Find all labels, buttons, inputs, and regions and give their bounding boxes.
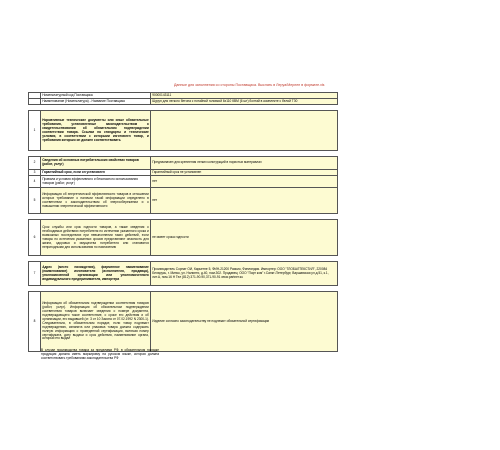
shelf-life-value[interactable]: не имеет срока годности (151, 220, 338, 256)
row-label: Номенклатурный код Поставщика (41, 93, 151, 99)
table-row (29, 220, 338, 256)
table-row (29, 188, 338, 214)
table-row (29, 111, 338, 151)
row-label: Адрес (место нахождения), фирменное наименование (наименование) изготовителя (исполнителя, продавца), уполномоченной организации или уполномоченного индивидуального предпринимателя, импортера (41, 262, 151, 286)
certification-value[interactable]: Изделие согласно законодательству не подлежит обязательной сертификации (151, 292, 338, 352)
row-number: 1 (29, 111, 41, 151)
row-number: 7 (29, 262, 41, 286)
energy-efficiency-value[interactable]: нет (151, 188, 338, 214)
table-row (29, 176, 338, 188)
table-row (29, 292, 338, 352)
supplier-code-value[interactable]: 90000143111 (151, 93, 338, 99)
row-label: Правила и условия эффективного и безопасного использования товаров (работ, услуг) (41, 176, 151, 188)
manufacturer-value[interactable]: Производитель Сорнат ОИ, Карьетне 5, ФИН-21200 Раисио, Финляндия. Импортер: ООО "ГЛОБАЛТЕКСТИЛ", 220084 Беларусь, г. Минск, ул. Налинти, д.40, пом.302. Продавец: ООО "Парт ком" г.Санкт-Петербург, Варшавская ул.д.51, к.1, лит.А, пом.16 Н Тел (812) 371-90-90,371-90-91 www.partner.su (151, 262, 338, 286)
standards-value[interactable] (151, 111, 338, 151)
warranty-value[interactable]: Гарантийный срок не установлен (151, 170, 338, 176)
row-number: 5 (29, 188, 41, 214)
row-label: Гарантийный срок, если он установлен (41, 170, 151, 176)
row-number: 2 (29, 157, 41, 170)
row-number: 4 (29, 176, 41, 188)
consumer-properties-value[interactable]: Предназначен для крепления легких конструкций в пористых материалах (151, 157, 338, 170)
row-label: Нормативные технические документы или иные обязательные требования, установленные законодательством о свидетельствовании об обязательном подтверждении соответствии товара. Ссылки на стандарты и технические условия, в соответствии с которыми изготовлен товар, и требования которым он должен соответствовать (41, 111, 151, 151)
row-label: Информация об обязательном подтверждении соответствия товаров (работ, услуг). Информация об обязательном подтверждении соответствия товаров включает сведения о номере документа, подтверждающего такое соответствие, о сроке его действия и об организации, его выдавшей (ст. 3 от 10 Закона от 07.02.1992 N 2300-1). Следовательно, в обязательном порядке, если товар подлежит подтверждению, изнанита или упаковка товара должна содержать полную информацию о проведенной сертификации, включая номер сертификата, дату выдачи и срок действия, наименование органа, который его выдал (41, 292, 151, 352)
row-label: Наименование (Номенклатура) - Название Поставщика (41, 99, 151, 105)
row-number: 3 (29, 170, 41, 176)
product-name-value[interactable]: Шуруп для легкого бетона с потайной головкой 6х110 КВМ (6 шт) болтай в комплекте с белой ТЗ0 (151, 99, 338, 105)
supplier-notice: Данные для заполнения со стороны Поставщика. Выслать в Леруа/Мерлен в формате.xls (174, 83, 325, 87)
row-label: Сведения об основных потребительских свойствах товаров (работ, услуг) (41, 157, 151, 170)
usage-rules-value[interactable]: нет (151, 176, 338, 188)
row-label: Срок службы или срок годности товаров, а также сведения о необходимых действиях потребителя по истечении указанного срока и возможных последствиях при невыполнении таких действий, если товары по истечении указанных сроков представляют опасность для жизни, здоровья и имущества потребителя или становятся непригодными для использования по назначению (41, 220, 151, 256)
table-row (29, 157, 338, 170)
product-info-table (28, 92, 338, 352)
russian-marking-footnote: В случае производства товара за пределами РФ, в обязательном порядке продукция должна иметь маркировку на русском языке, которая должна соответствовать требованиям законодательства РФ (41, 348, 159, 360)
row-number: 6 (29, 220, 41, 256)
row-number: 8 (29, 292, 41, 352)
row-label: Информация об энергетической эффективности товаров в отношении которых требование о наличии такой информации определено в соответствии с законодательством об энергосбережении и о повышении энергетической эффективности (41, 188, 151, 214)
table-row (29, 262, 338, 286)
